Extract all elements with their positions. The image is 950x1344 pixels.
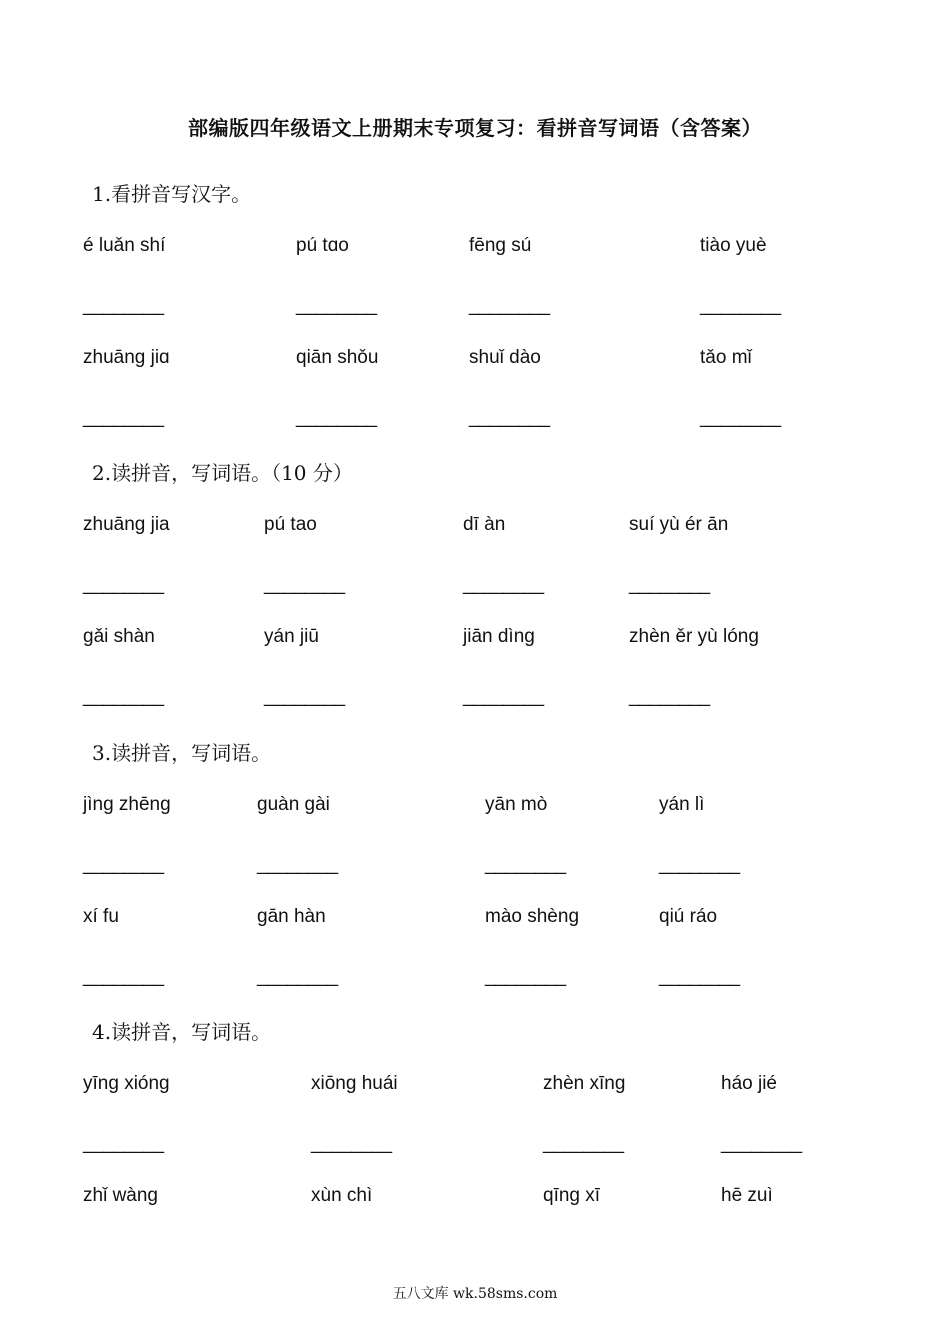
answer-blank: ________: [83, 295, 164, 316]
pinyin-2-4: suí yù ér ān: [629, 514, 729, 535]
answer-blank: ________: [83, 686, 164, 707]
pinyin-2-2: pú tao: [264, 514, 317, 535]
pinyin-2-7: jiān dìng: [463, 626, 535, 647]
answer-blank: ________: [83, 1133, 164, 1154]
answer-blank: ________: [83, 966, 164, 987]
answer-blank: ________: [659, 854, 740, 875]
answer-blank: ________: [469, 295, 550, 316]
section-heading-2: 2.读拼音，写词语。（10 分）: [92, 461, 353, 485]
answer-blank: ________: [463, 686, 544, 707]
answer-blank: ________: [543, 1133, 624, 1154]
answer-blank: ________: [257, 966, 338, 987]
pinyin-1-1: é luǎn shí: [83, 235, 166, 256]
answer-blank: ________: [721, 1133, 802, 1154]
answer-blank: ________: [463, 574, 544, 595]
pinyin-3-6: gān hàn: [257, 906, 326, 927]
pinyin-1-8: tǎo mǐ: [700, 347, 752, 368]
pinyin-1-4: tiào yuè: [700, 235, 767, 256]
answer-blank: ________: [264, 686, 345, 707]
pinyin-4-3: zhèn xīng: [543, 1073, 626, 1094]
pinyin-3-1: jìng zhēng: [83, 794, 171, 815]
pinyin-2-1: zhuāng jia: [83, 514, 170, 535]
pinyin-1-3: fēng sú: [469, 235, 532, 256]
answer-blank: ________: [629, 574, 710, 595]
pinyin-1-2: pú tɑo: [296, 235, 349, 256]
pinyin-4-6: xùn chì: [311, 1185, 373, 1206]
pinyin-4-4: háo jié: [721, 1073, 777, 1094]
answer-blank: ________: [264, 574, 345, 595]
answer-blank: ________: [659, 966, 740, 987]
answer-blank: ________: [257, 854, 338, 875]
pinyin-4-1: yīng xióng: [83, 1073, 170, 1094]
pinyin-3-8: qiú ráo: [659, 906, 718, 927]
pinyin-2-3: dī àn: [463, 514, 506, 535]
answer-blank: ________: [469, 407, 550, 428]
section-heading-1: 1.看拼音写汉字。: [92, 182, 252, 206]
pinyin-4-8: hē zuì: [721, 1185, 773, 1206]
pinyin-1-6: qiān shǒu: [296, 347, 379, 368]
section-heading-4: 4.读拼音，写词语。: [92, 1020, 272, 1044]
answer-blank: ________: [296, 407, 377, 428]
pinyin-4-2: xiōng huái: [311, 1073, 398, 1094]
answer-blank: ________: [83, 854, 164, 875]
pinyin-3-7: mào shèng: [485, 906, 580, 927]
pinyin-2-8: zhèn ěr yù lóng: [629, 626, 759, 647]
answer-blank: ________: [700, 295, 781, 316]
answer-blank: ________: [296, 295, 377, 316]
answer-blank: ________: [83, 407, 164, 428]
section-heading-3: 3.读拼音，写词语。: [92, 741, 272, 765]
pinyin-3-5: xí fu: [83, 906, 119, 927]
answer-blank: ________: [311, 1133, 392, 1154]
answer-blank: ________: [700, 407, 781, 428]
pinyin-1-5: zhuāng jiɑ: [83, 347, 170, 368]
answer-blank: ________: [485, 854, 566, 875]
pinyin-2-6: yán jiū: [264, 626, 319, 647]
pinyin-3-2: guàn gài: [257, 794, 330, 815]
pinyin-4-5: zhǐ wàng: [83, 1185, 158, 1206]
pinyin-3-4: yán lì: [659, 794, 705, 815]
pinyin-2-5: gǎi shàn: [83, 626, 155, 647]
footer-watermark: 五八文库 wk.58sms.com: [392, 1286, 558, 1302]
pinyin-3-3: yān mò: [485, 794, 548, 815]
answer-blank: ________: [83, 574, 164, 595]
answer-blank: ________: [629, 686, 710, 707]
pinyin-4-7: qīng xī: [543, 1185, 601, 1206]
pinyin-1-7: shuǐ dào: [469, 347, 541, 368]
answer-blank: ________: [485, 966, 566, 987]
page-title: 部编版四年级语文上册期末专项复习：看拼音写词语（含答案）: [188, 116, 762, 140]
